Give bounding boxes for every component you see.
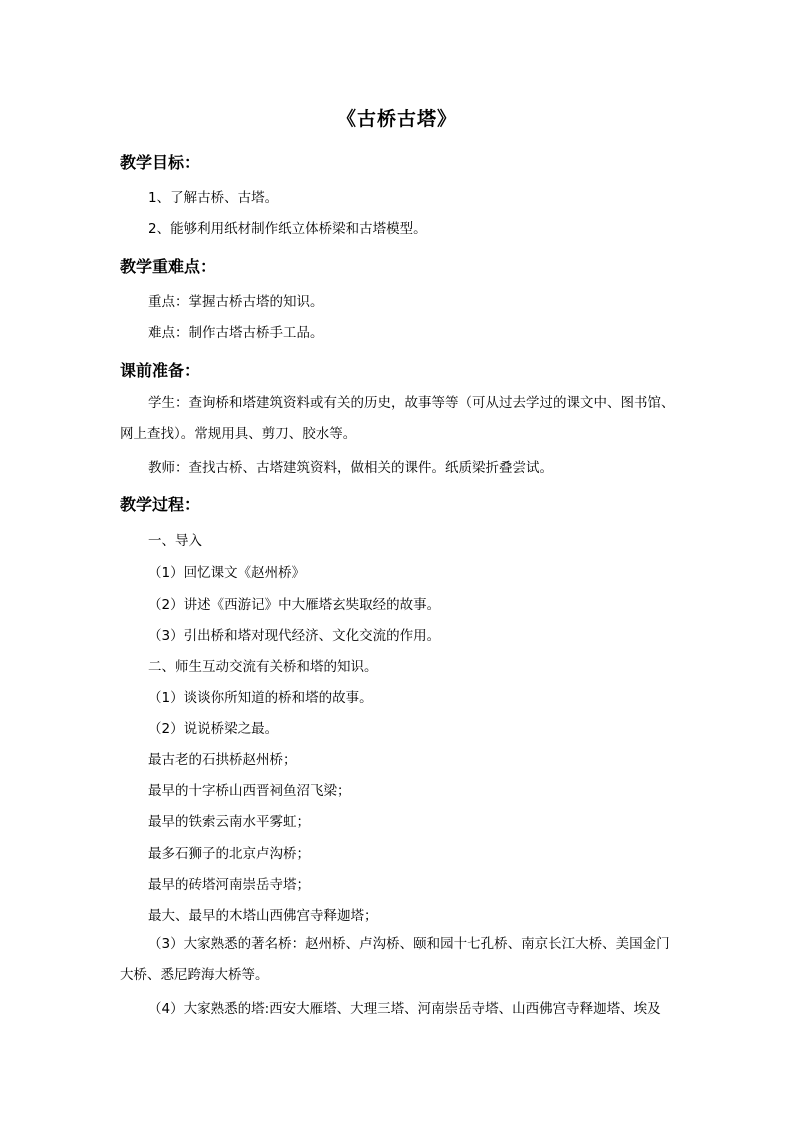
process-line-9: 最早的十字桥山西晋祠鱼沼飞梁； (148, 783, 351, 799)
goal-line-1: 1、了解古桥、古塔。 (148, 190, 279, 206)
process-line-2: （1）回忆课文《赵州桥》 (148, 565, 306, 581)
key-point-line-1: 重点：掌握古桥古塔的知识。 (148, 294, 324, 310)
process-famous-bridges: （3）大家熟悉的著名桥：赵州桥、卢沟桥、颐和园十七孔桥、南京长江大桥、美国金门大桥、悉尼跨海大桥等。 (120, 936, 670, 983)
preparation-student: 学生：查询桥和塔建筑资料或有关的历史，故事等等（可从过去学过的课文中、图书馆、网上查找）。常规用具、剪刀、胶水等。 (120, 395, 675, 442)
section-heading-key-points: 教学重难点： (120, 257, 217, 276)
process-line-10: 最早的铁索云南水平雾虹； (148, 814, 310, 830)
process-line-8: 最古老的石拱桥赵州桥； (148, 752, 297, 768)
process-line-6: （1）谈谈你所知道的桥和塔的故事。 (148, 690, 373, 706)
process-line-1: 一、导入 (148, 533, 202, 549)
goal-line-2: 2、能够利用纸材制作纸立体桥梁和古塔模型。 (148, 221, 427, 237)
section-heading-goals: 教学目标： (120, 153, 201, 172)
process-line-3: （2）讲述《西游记》中大雁塔玄奘取经的故事。 (148, 597, 441, 613)
section-heading-preparation: 课前准备： (120, 361, 201, 380)
process-famous-towers: （4）大家熟悉的塔:西安大雁塔、大理三塔、河南崇岳寺塔、山西佛宫寺释迦塔、埃及 (148, 1001, 661, 1017)
document-title: 《古桥古塔》 (336, 108, 457, 130)
process-line-7: （2）说说桥梁之最。 (148, 721, 279, 737)
process-line-12: 最早的砖塔河南崇岳寺塔； (148, 877, 310, 893)
preparation-teacher: 教师：查找古桥、古塔建筑资料，做相关的课件。纸质梁折叠尝试。 (148, 460, 553, 476)
key-point-line-2: 难点：制作古塔古桥手工品。 (148, 325, 324, 341)
process-line-4: （3）引出桥和塔对现代经济、文化交流的作用。 (148, 628, 441, 644)
section-heading-process: 教学过程： (120, 495, 201, 514)
process-line-13: 最大、最早的木塔山西佛宫寺释迦塔； (148, 908, 378, 924)
process-line-11: 最多石狮子的北京卢沟桥； (148, 846, 310, 862)
process-line-5: 二、师生互动交流有关桥和塔的知识。 (148, 659, 378, 675)
